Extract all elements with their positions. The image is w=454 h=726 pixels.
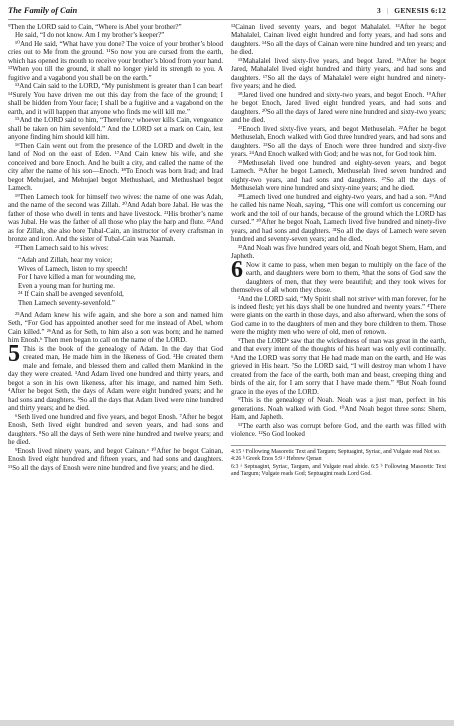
chapter-number: 5 [8,340,20,367]
verse-paragraph: ³And the LORD said, “My Spirit shall not striveᵃ with man forever, for he is indeed flesh; yet his days shall be one hundred and twenty years.” ⁴There were giants on the earth in those days, and also afterward, when the sons of God came in to the daughters of men and they bore children to them. Those were the mighty men who were of old, men of renown. [231,294,446,337]
verse-paragraph: ²⁸Lamech lived one hundred and eighty-two years, and had a son. ²⁹And he called his name Noah, saying, “This one will comfort us concerning our work and the toil of our hands, because of the ground which the LORD has cursed.” ³⁰After he begot Noah, Lamech lived five hundred and ninety-five years, and had sons and daughters. ³¹So all the days of Lamech were seven hundred and seventy-seven years; and he died. [231,192,446,244]
chapter-text: Now it came to pass, when men began to multiply on the face of the earth, and daughters were born to them, ²that the sons of God saw the daughters of men, that they were beautiful; and they took wives for themselves of all whom they chose. [231,260,446,295]
poem-line: Then Lamech seventy-sevenfold.” [18,298,115,307]
verse-paragraph: ²³Then Lamech said to his wives: [15,243,109,252]
right-column [231,23,446,479]
footnote: 4:15 ᵃ Following Masoretic Text and Targum; Septuagint, Syriac, and Vulgate read Not so. [231,448,441,455]
verse-paragraph: He said, “I do not know. Am I my brother’s keeper?” [15,31,165,40]
page-number: 3 [376,6,381,15]
bottom-edge [0,720,454,726]
running-head-title: The Family of Cain [8,5,78,15]
verse-paragraph: ²⁵And Adam knew his wife again, and she bore a son and named him Seth, “For God has appointed another seed for me instead of Abel, whom Cain killed.” ²⁶And as for Seth, to him also a son was born; and he named him Enosh.ᵇ Then men began to call on the name of the LORD. [8,310,223,345]
text-columns [8,23,446,479]
page-header [8,5,446,20]
verse-paragraph: ⁶Seth lived one hundred and five years, and begot Enosh. ⁷After he begot Enosh, Seth lived eight hundred and seven years, and had sons and daughters. ⁸So all the days of Seth were nine hundred and twelve years; and he died. [8,412,223,447]
verse-paragraph: ²¹Enoch lived sixty-five years, and begot Methuselah. ²²After he begot Methuselah, Enoch walked with God three hundred years, and had sons and daughters. ²³So all the days of Enoch were three hundred and sixty-five years. ²⁴And Enoch walked with God; and he was not, for God took him. [231,124,446,159]
verse-paragraph: ⁹Then the LORD said to Cain, “Where is Abel your brother?” [8,23,182,31]
verse-paragraph: ¹⁶Then Cain went out from the presence of the LORD and dwelt in the land of Nod on the east of Eden. ¹⁷And Cain knew his wife, and she conceived and bore Enoch. And he built a city, and called the name of the city after the name of his son—Enoch. ¹⁸To Enoch was born Irad; and Irad begot Mehujael, and Mehujael begot Methushael, and Methushael begot Lamech. [8,141,223,193]
verse-paragraph: ²⁵Methuselah lived one hundred and eighty-seven years, and begot Lamech. ²⁶After he begot Lamech, Methuselah lived seven hundred and eighty-two years, and had sons and daughters. ²⁷So all the days of Methuselah were nine hundred and sixty-nine years; and he died. [231,158,446,193]
chapter-number: 6 [231,256,243,283]
verse-paragraph: ¹²Cainan lived seventy years, and begot Mahalalel. ¹³After he begot Mahalalel, Cainan lived eight hundred and forty years, and had sons and daughters. ¹⁴So all the days of Cainan were nine hundred and ten years; and he died. [231,23,446,57]
poem-line: ²⁴ If Cain shall be avenged sevenfold, [18,290,124,299]
chapter-6-paragraph [231,256,446,295]
verse-paragraph: ⁹This is the genealogy of Noah. Noah was a just man, perfect in his generations. Noah walked with God. ¹⁰And Noah begot three sons: Shem, Ham, and Japheth. [231,396,446,422]
verse-paragraph: ⁹Enosh lived ninety years, and begot Cainan.ᵃ ¹⁰After he begot Cainan, Enosh lived eight hundred and fifteen years, and had sons and daughters. ¹¹So all the days of Enosh were nine hundred and five years; and he died. [8,446,223,472]
verse-paragraph: ¹⁰And He said, “What have you done? The voice of your brother’s blood cries out to Me from the ground. ¹¹So now you are cursed from the earth, which has opened its mouth to receive your brother’s blood from your hand. ¹²When you till the ground, it shall no longer yield its strength to you. A fugitive and a vagabond you shall be on the earth.” [8,39,223,82]
verse-paragraph: ¹¹The earth also was corrupt before God, and the earth was filled with violence. ¹²So God looked [231,421,446,439]
verse-paragraph: ¹⁵And the LORD said to him, “Therefore,ᵃ whoever kills Cain, vengeance shall be taken on him sevenfold.” And the LORD set a mark on Cain, lest anyone finding him should kill him. [8,116,223,142]
footnote: 4:26 ᵇ Greek Enos 5:9 ᵃ Hebrew Qenan [231,456,322,463]
verse-paragraph: ⁵Then the LORDᵇ saw that the wickedness of man was great in the earth, and that every intent of the thoughts of his heart was only evil continually. ⁶And the LORD was sorry that He had made man on the earth, and He was grieved in His heart. ⁷So the LORD said, “I will destroy man whom I have created from the face of the earth, both man and beast, creeping thing and birds of the air, for I am sorry that I have made them.” ⁸But Noah found grace in the eyes of the LORD. [231,336,446,396]
verse-paragraph: ¹⁸Jared lived one hundred and sixty-two years, and begot Enoch. ¹⁹After he begot Enoch, Jared lived eight hundred years, and had sons and daughters. ²⁰So all the days of Jared were nine hundred and sixty-two years; and he died. [231,90,446,125]
verse-paragraph: ¹³And Cain said to the LORD, “My punishment is greater than I can bear! ¹⁴Surely You have driven me out this day from the face of the ground; I shall be hidden from Your face; I shall be a fugitive and a vagabond on the earth, and it will happen that anyone who finds me will kill me.” [8,82,223,116]
verse-paragraph: ³²And Noah was five hundred years old, and Noah begot Shem, Ham, and Japheth. [231,243,446,261]
chapter-5-paragraph [8,340,223,413]
verse-paragraph: ¹⁵Mahalalel lived sixty-five years, and begot Jared. ¹⁶After he begot Jared, Mahalalel lived eight hundred and thirty years, and had sons and daughters. ¹⁷So all the days of Mahalalel were eight hundred and ninety-five years; and he died. [231,56,446,91]
chapter-text: This is the book of the genealogy of Adam. In the day that God created man, He made him in the likeness of God. ²He created them male and female, and blessed them and called them Mankind in the day they were created. ³And Adam lived one hundred and thirty years, and begot a son in his own likeness, after his image, and named him Seth. ⁴After he begot Seth, the days of Adam were eight hundred years; and he had sons and daughters. ⁵So all the days that Adam lived were nine hundred and thirty years; and he died. [8,344,223,413]
poem-line: For I have killed a man for wounding me, [18,273,136,282]
header-reference: GENESIS 6:12 [394,6,446,15]
header-reference-group [377,6,446,15]
header-divider: | [386,6,389,15]
footnotes [231,445,446,479]
left-column [8,23,223,479]
poem-line: “Adah and Zillah, hear my voice; [18,256,113,265]
footnote: 6:3 ᵃ Septuagint, Syriac, Targum, and Vulgate read abide. 6:5 ᵇ Following Masoretic Text and Targum; Vulgate reads God; Septuagint reads Lord God. [231,463,446,478]
verse-paragraph: ¹⁹Then Lamech took for himself two wives: the name of one was Adah, and the name of the second was Zillah. ²⁰And Adah bore Jabal. He was the father of those who dwell in tents and have livestock. ²¹His brother’s name was Jubal. He was the father of all those who play the harp and flute. ²²And as for Zillah, she also bore Tubal-Cain, an instructor of every craftsman in bronze and iron. And the sister of Tubal-Cain was Naamah. [8,192,223,244]
lamech-poem [8,256,223,307]
poem-line: Even a young man for hurting me. [18,281,115,290]
poem-line: Wives of Lamech, listen to my speech! [18,264,128,273]
